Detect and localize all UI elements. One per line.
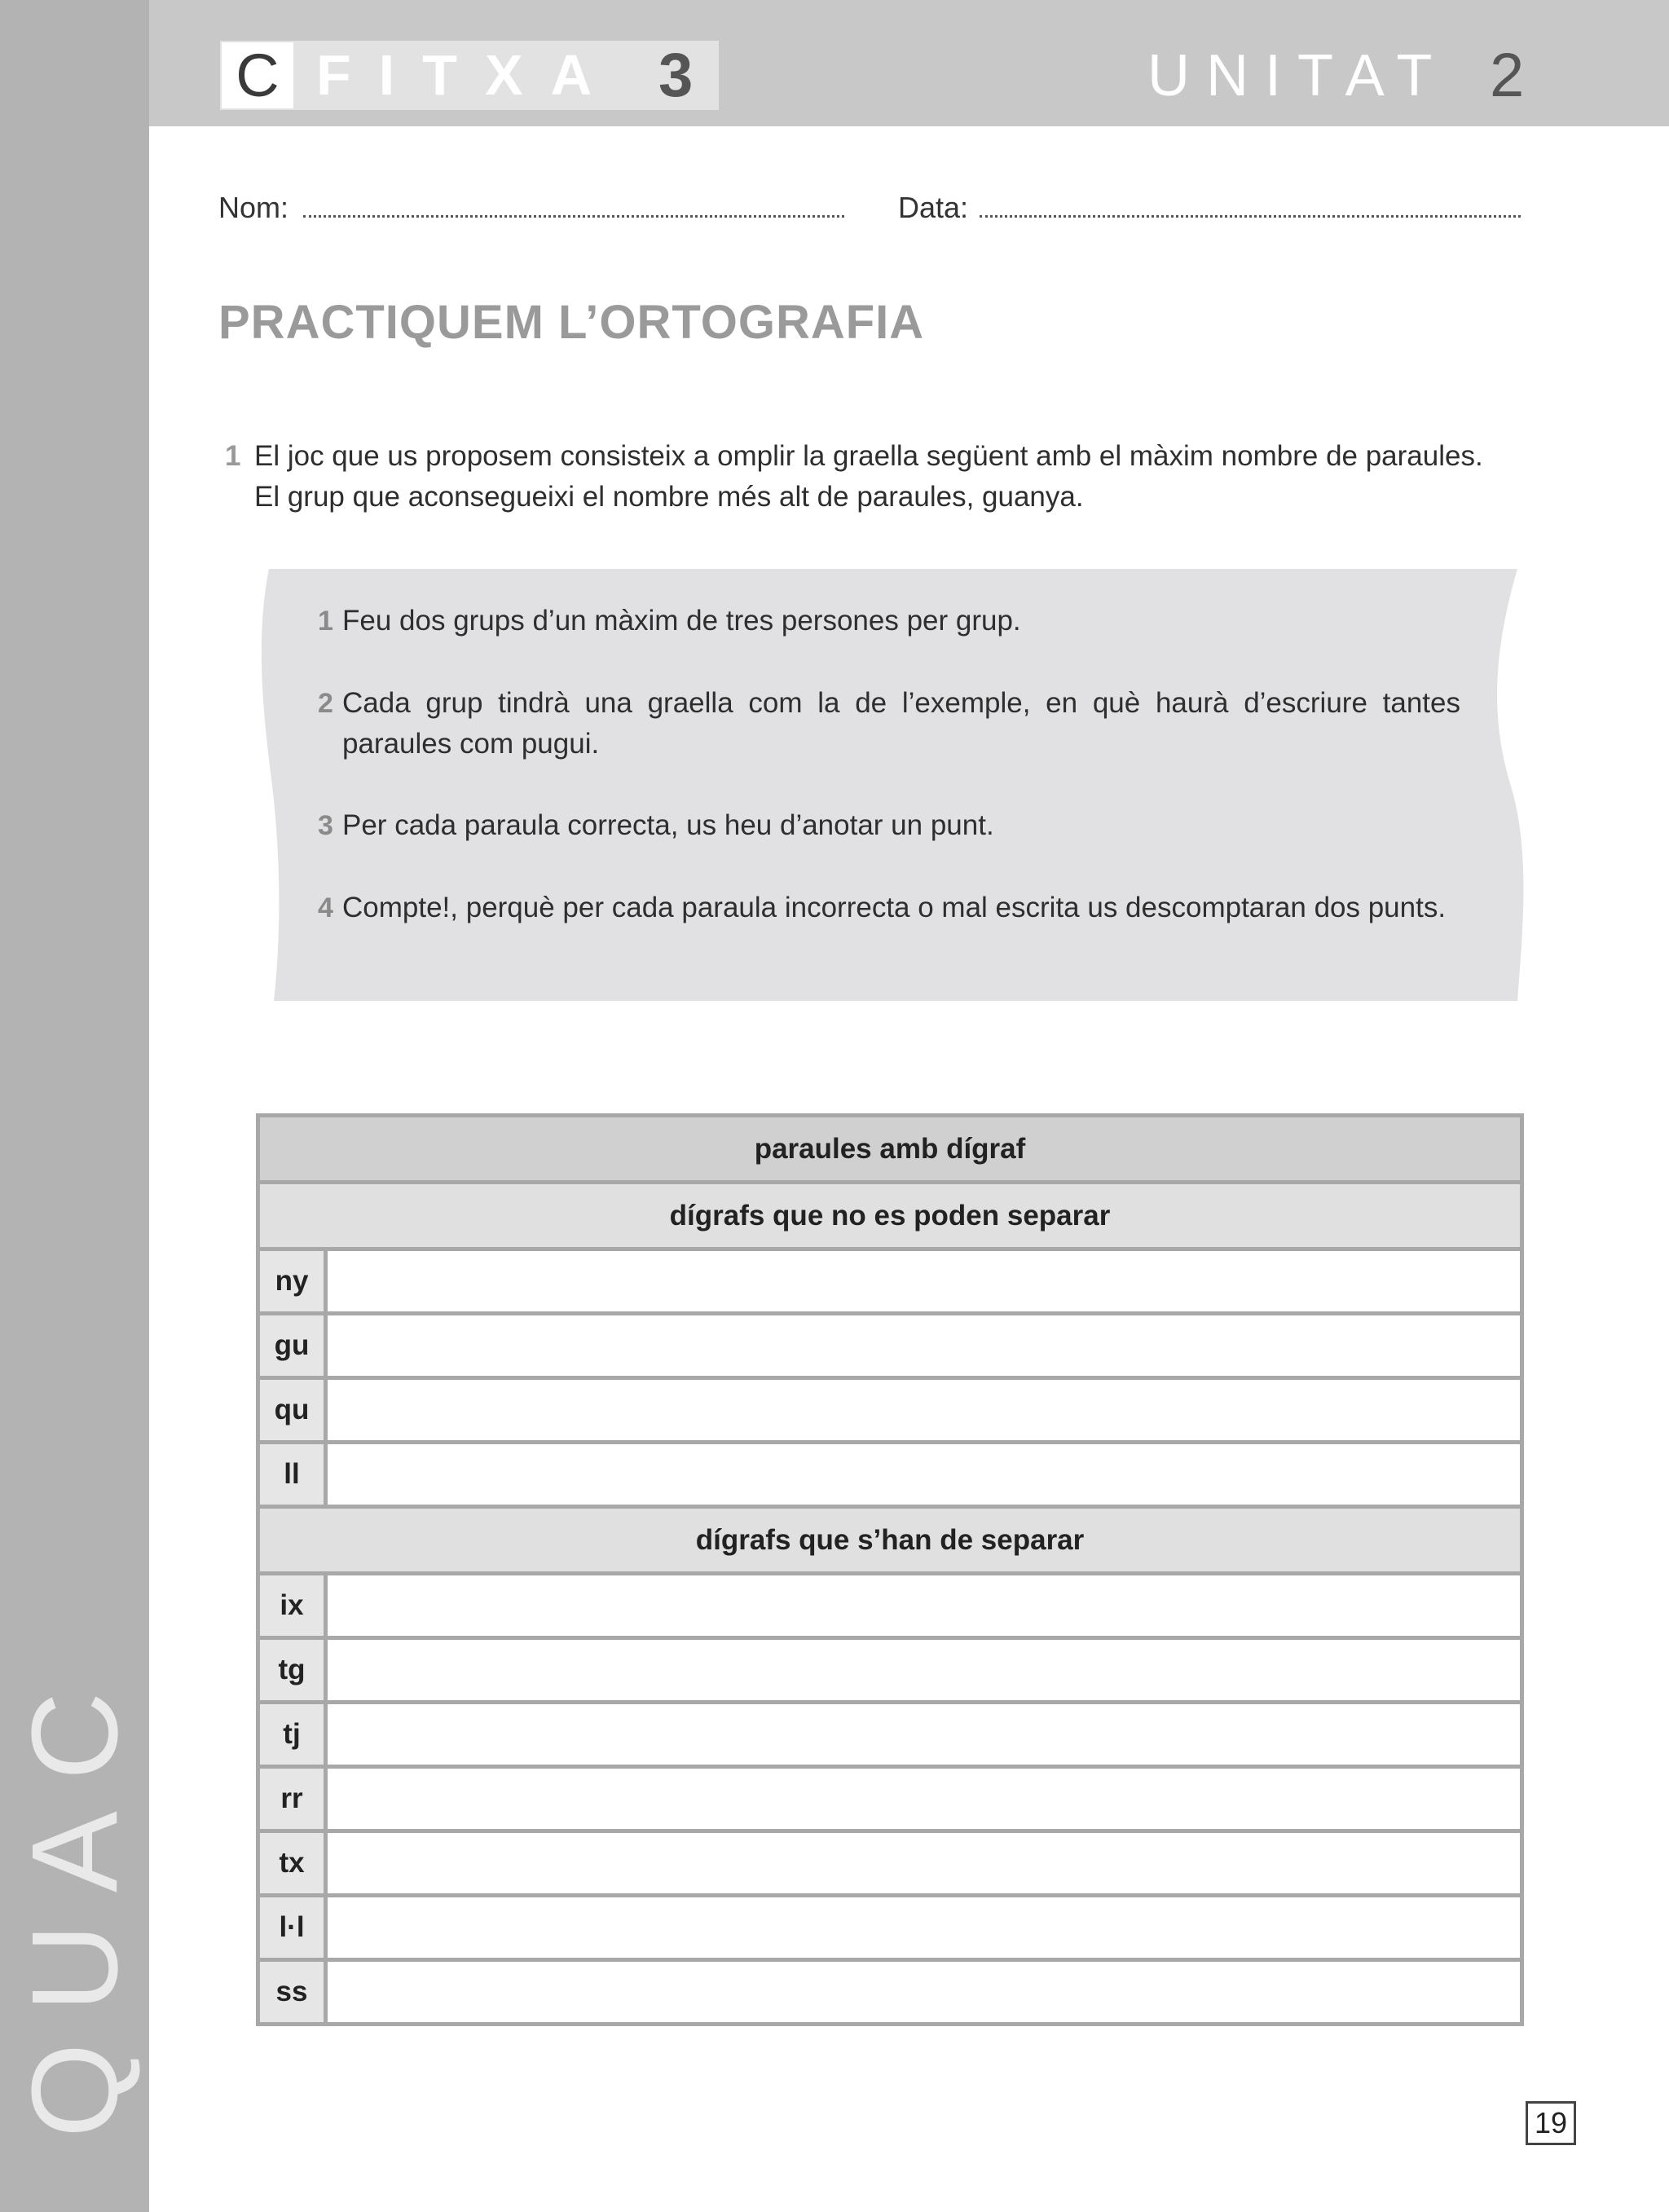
rule-number-4: 4 [318,892,333,923]
row-label: qu [258,1378,326,1443]
section-title: PRACTIQUEM L’ORTOGRAFIA [218,296,925,349]
table-row [258,1574,1522,1638]
answer-cell[interactable] [326,1314,1522,1378]
group1-title: dígrafs que no es poden separar [258,1183,1522,1249]
rule-number-1: 1 [318,606,333,637]
answer-cell[interactable] [326,1896,1522,1960]
rule-text-2: Cada grup tindrà una graella com la de l’exemple, en què haurà d’escriure tantes paraules com pugui. [342,687,1460,760]
table-row [258,1443,1522,1507]
group1-title-row [258,1183,1522,1249]
table-row [258,1378,1522,1443]
answer-cell[interactable] [326,1443,1522,1507]
answer-cell[interactable] [326,1767,1522,1831]
row-label: tj [258,1703,326,1767]
row-label: l·l [258,1896,326,1960]
table-row [258,1638,1522,1703]
rule-text-3: Per cada paraula correcta, us heu d’anotar un punt. [342,809,994,841]
row-label: rr [258,1767,326,1831]
exercise-number: 1 [225,440,241,472]
group2-title-row [258,1507,1522,1574]
table-row [258,1831,1522,1896]
row-label: gu [258,1314,326,1378]
answer-cell[interactable] [326,1831,1522,1896]
rule-text-4: Compte!, perquè per cada paraula incorrecta o mal escrita us descomptaran dos punts. [342,892,1447,923]
unitat-number: 2 [1490,41,1525,110]
rule-number-3: 3 [318,810,333,841]
grid-title-row [258,1116,1522,1183]
fitxa-word: FITXA [316,43,620,107]
rule-text-1: Feu dos grups d’un màxim de tres persones per grup. [342,605,1021,637]
exercise-line-2: El grup que aconsegueixi el nombre més alt de paraules, guanya. [254,481,1084,513]
nom-label: Nom: [218,191,289,224]
page-number: 19 [1526,2101,1576,2145]
side-word-text: QUAC [6,1660,143,2138]
unitat-word: UNITAT [1147,43,1449,108]
group2-title: dígrafs que s’han de separar [258,1507,1522,1574]
exercise-line-1: El joc que us proposem consisteix a omplir la graella següent amb el màxim nombre de paraules. [254,440,1483,472]
table-row [258,1703,1522,1767]
fitxa-number: 3 [658,41,694,110]
nom-line[interactable] [303,215,844,218]
row-label: ix [258,1574,326,1638]
data-label: Data: [898,191,969,224]
table-row [258,1960,1522,2025]
row-label: ll [258,1443,326,1507]
grid-title: paraules amb dígraf [258,1116,1522,1183]
answer-cell[interactable] [326,1574,1522,1638]
answer-cell[interactable] [326,1249,1522,1314]
rule-number-2: 2 [318,688,333,719]
digraph-grid [256,1113,1524,2026]
data-line[interactable] [980,215,1521,218]
side-vertical-word [0,1646,149,2152]
table-row [258,1249,1522,1314]
row-label: ss [258,1960,326,2025]
row-label: tx [258,1831,326,1896]
answer-cell[interactable] [326,1638,1522,1703]
answer-cell[interactable] [326,1378,1522,1443]
row-label: ny [258,1249,326,1314]
table-row [258,1314,1522,1378]
row-label: tg [258,1638,326,1703]
table-row [258,1767,1522,1831]
fitxa-letter: C [222,42,293,108]
table-row [258,1896,1522,1960]
answer-cell[interactable] [326,1703,1522,1767]
answer-cell[interactable] [326,1960,1522,2025]
